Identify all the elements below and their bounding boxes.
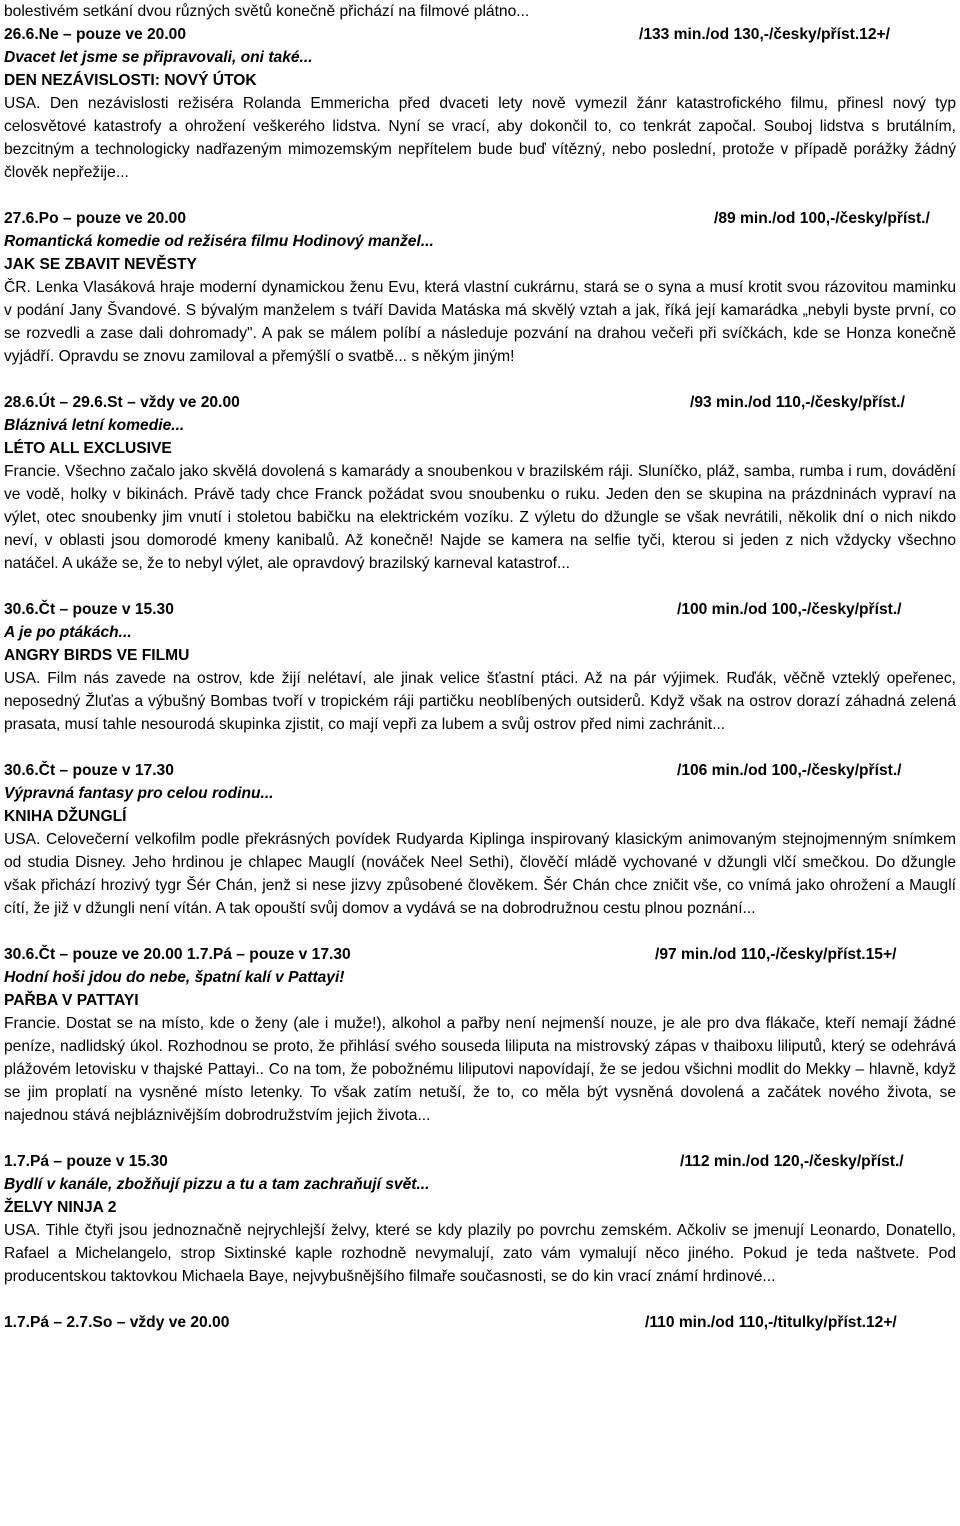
film-description: Francie. Dostat se na místo, kde o ženy (ale i muže!), alkohol a pařby není nejmenší nouze, je ale pro dva flákače, kteří nemají žádné peníze, nadlidský úkol. Rozhodnou se proto, že přihlásí svého souseda liliputa na mistrovský zápas v thaiboxu liliputů, který se odehrává plážovém letovisku v thajské Pattayi.. Co na tom, že pobožnému liliputovi napovídají, že se jedou všichni modlit do Mekky – hlavně, když se jim proplatí na vysněné místo letenky. To však zatím netuší, že to, co měla být vysněná dovolená a začátek nového života, se najednou stává nejbláznivějším dobrodružstvím jejich života... <box>4 1015 956 1124</box>
film-info: /97 min./od 110,-/česky/příst.15+/ <box>655 946 897 963</box>
film-info: /100 min./od 100,-/česky/příst./ <box>677 601 902 618</box>
intro-text: bolestivém setkání dvou různých světů konečně přichází na filmové plátno... <box>4 3 530 20</box>
showtime-row <box>4 759 956 782</box>
showtime-row <box>4 23 956 46</box>
showtime-date: 1.7.Pá – pouze v 15.30 <box>4 1153 168 1170</box>
film-title: KNIHA DŽUNGLÍ <box>4 808 127 825</box>
showtime-date: 30.6.Čt – pouze v 17.30 <box>4 762 174 779</box>
film-entry-5 <box>4 759 956 920</box>
film-entry-1 <box>4 23 956 184</box>
film-title: ŽELVY NINJA 2 <box>4 1199 117 1216</box>
film-entry-2 <box>4 207 956 368</box>
film-title: LÉTO ALL EXCLUSIVE <box>4 440 172 457</box>
showtime-row <box>4 943 956 966</box>
film-description: USA. Film nás zavede na ostrov, kde žijí nelétaví, ale jinak velice šťastní ptáci. Až na pár výjimek. Ruďák, věčně vzteklý opeřenec, neposedný Žluťas a výbušný Bombas tvoří v tropickém ráji partičku neoblíbených outsiderů. Když však na ostrov dorazí záhadná zelená prasata, musí tahle nesourodá skupinka zjistit, co mají vepři za lubem a svůj ostrov před nimi zachránit... <box>4 670 956 733</box>
film-tagline: Hodní hoši jdou do nebe, špatní kalí v Pattayi! <box>4 969 345 986</box>
film-title: JAK SE ZBAVIT NEVĚSTY <box>4 256 197 273</box>
film-info: /133 min./od 130,-/česky/příst.12+/ <box>639 26 890 43</box>
film-tagline: Výpravná fantasy pro celou rodinu... <box>4 785 274 802</box>
film-info: /110 min./od 110,-/titulky/příst.12+/ <box>645 1314 897 1331</box>
program-listing <box>4 0 956 1334</box>
showtime-date: 30.6.Čt – pouze ve 20.00 1.7.Pá – pouze v 17.30 <box>4 946 351 963</box>
film-description: USA. Den nezávislosti režiséra Rolanda Emmericha před dvaceti lety nově vymezil žánr katastrofického filmu, přinesl nový typ celosvětové katastrofy a ohrožení veškerého lidstva. Nyní se vrací, aby dokončil to, co tenkrát započal. Souboj lidstva s brutálním, bezcitným a technologicky nadřazeným mimozemským nepřítelem bude buď vítězný, nebo poslední, protože v případě porážky žádný člověk nepřežije... <box>4 95 956 181</box>
film-tagline: Romantická komedie od režiséra filmu Hodinový manžel... <box>4 233 434 250</box>
film-description: Francie. Všechno začalo jako skvělá dovolená s kamarády a snoubenkou v brazilském ráji. Sluníčko, pláž, samba, rumba i rum, dovádění ve vodě, holky v bikinách. Právě tady chce Franck požádat svou snoubenku o ruku. Jeden den se skupina na prázdninách vypraví na výlet, otec snoubenky jim vnutí i stoletou babičku na elektrickém vozíku. Z výletu do džungle se však nevrátili, několik dní o nich nikdo neví, v oblasti jsou domorodé kmeny kanibalů. Až konečně! Najde se kamera na selfie tyči, kterou si jeden z nich vždycky všechno natáčel. A ukáže se, že to nebyl výlet, ale opravdový brazilský karneval katastrof... <box>4 463 956 572</box>
showtime-date: 1.7.Pá – 2.7.So – vždy ve 20.00 <box>4 1314 230 1331</box>
film-info: /89 min./od 100,-/česky/příst./ <box>714 210 930 227</box>
film-title: PAŘBA V PATTAYI <box>4 992 139 1009</box>
showtime-row <box>4 1150 956 1173</box>
showtime-row <box>4 207 956 230</box>
showtime-date: 30.6.Čt – pouze v 15.30 <box>4 601 174 618</box>
film-tagline: Dvacet let jsme se připravovali, oni také... <box>4 49 313 66</box>
film-description: USA. Tihle čtyři jsou jednoznačně nejrychlejší želvy, které se kdy plazily po povrchu zemském. Ačkoliv se jmenují Leonardo, Donatello, Rafael a Michelangelo, strop Sixtinské kaple rozhodně nevymalují, zato vám vymalují něco jiného. Pokud je teda naštvete. Pod producentskou taktovkou Michaela Baye, nejvybušnějšího filmaře současnosti, se do kin vrací známí hrdinové... <box>4 1222 956 1285</box>
film-description: USA. Celovečerní velkofilm podle překrásných povídek Rudyarda Kiplinga inspirovaný klasickým animovaným stejnojmenným snímkem od studia Disney. Jeho hrdinou je chlapec Mauglí (nováček Neel Sethi), člověčí mládě vychované v džungli vlčí smečkou. Do džungle však přichází hrozivý tygr Šér Chán, jenž si nese jizvy způsobené člověkem. Šér Chán chce zničit vše, co vnímá jako ohrožení a Mauglí cítí, že již v džungli není vítán. A tak opouští svůj domov a vydává se na dobrodružnou cestu plnou poznání... <box>4 831 956 917</box>
film-title: DEN NEZÁVISLOSTI: NOVÝ ÚTOK <box>4 72 257 89</box>
film-info: /112 min./od 120,-/česky/příst./ <box>680 1153 904 1170</box>
film-description: ČR. Lenka Vlasáková hraje moderní dynamickou ženu Evu, která vlastní cukrárnu, stará se o syna a musí krotit svou rázovitou maminku v podání Jany Švandové. S bývalým manželem s tváří Davida Matáska má skvělý vztah a jak, říká její kamarádka „nebyli byste první, co se rozvedli a zase dali dohromady". A pak se málem políbí a následuje pozvání na drahou večeři při svíčkách, kde se Honza konečně vyjádří. Opravdu se znovu zamiloval a přemýšlí o svatbě... s někým jiným! <box>4 279 956 365</box>
film-title: ANGRY BIRDS VE FILMU <box>4 647 190 664</box>
film-entry-8 <box>4 1311 956 1334</box>
film-entry-7 <box>4 1150 956 1288</box>
showtime-date: 27.6.Po – pouze ve 20.00 <box>4 210 187 227</box>
showtime-row <box>4 391 956 414</box>
film-entry-6 <box>4 943 956 1127</box>
film-info: /93 min./od 110,-/česky/příst./ <box>690 394 905 411</box>
film-tagline: Bláznivá letní komedie... <box>4 417 185 434</box>
film-entry-3 <box>4 391 956 575</box>
film-entry-4 <box>4 598 956 736</box>
showtime-date: 28.6.Út – 29.6.St – vždy ve 20.00 <box>4 394 240 411</box>
showtime-row <box>4 598 956 621</box>
showtime-row <box>4 1311 956 1334</box>
showtime-date: 26.6.Ne – pouze ve 20.00 <box>4 26 187 43</box>
film-info: /106 min./od 100,-/česky/příst./ <box>677 762 902 779</box>
film-tagline: A je po ptákách... <box>4 624 132 641</box>
film-tagline: Bydlí v kanále, zbožňují pizzu a tu a tam zachraňují svět... <box>4 1176 430 1193</box>
